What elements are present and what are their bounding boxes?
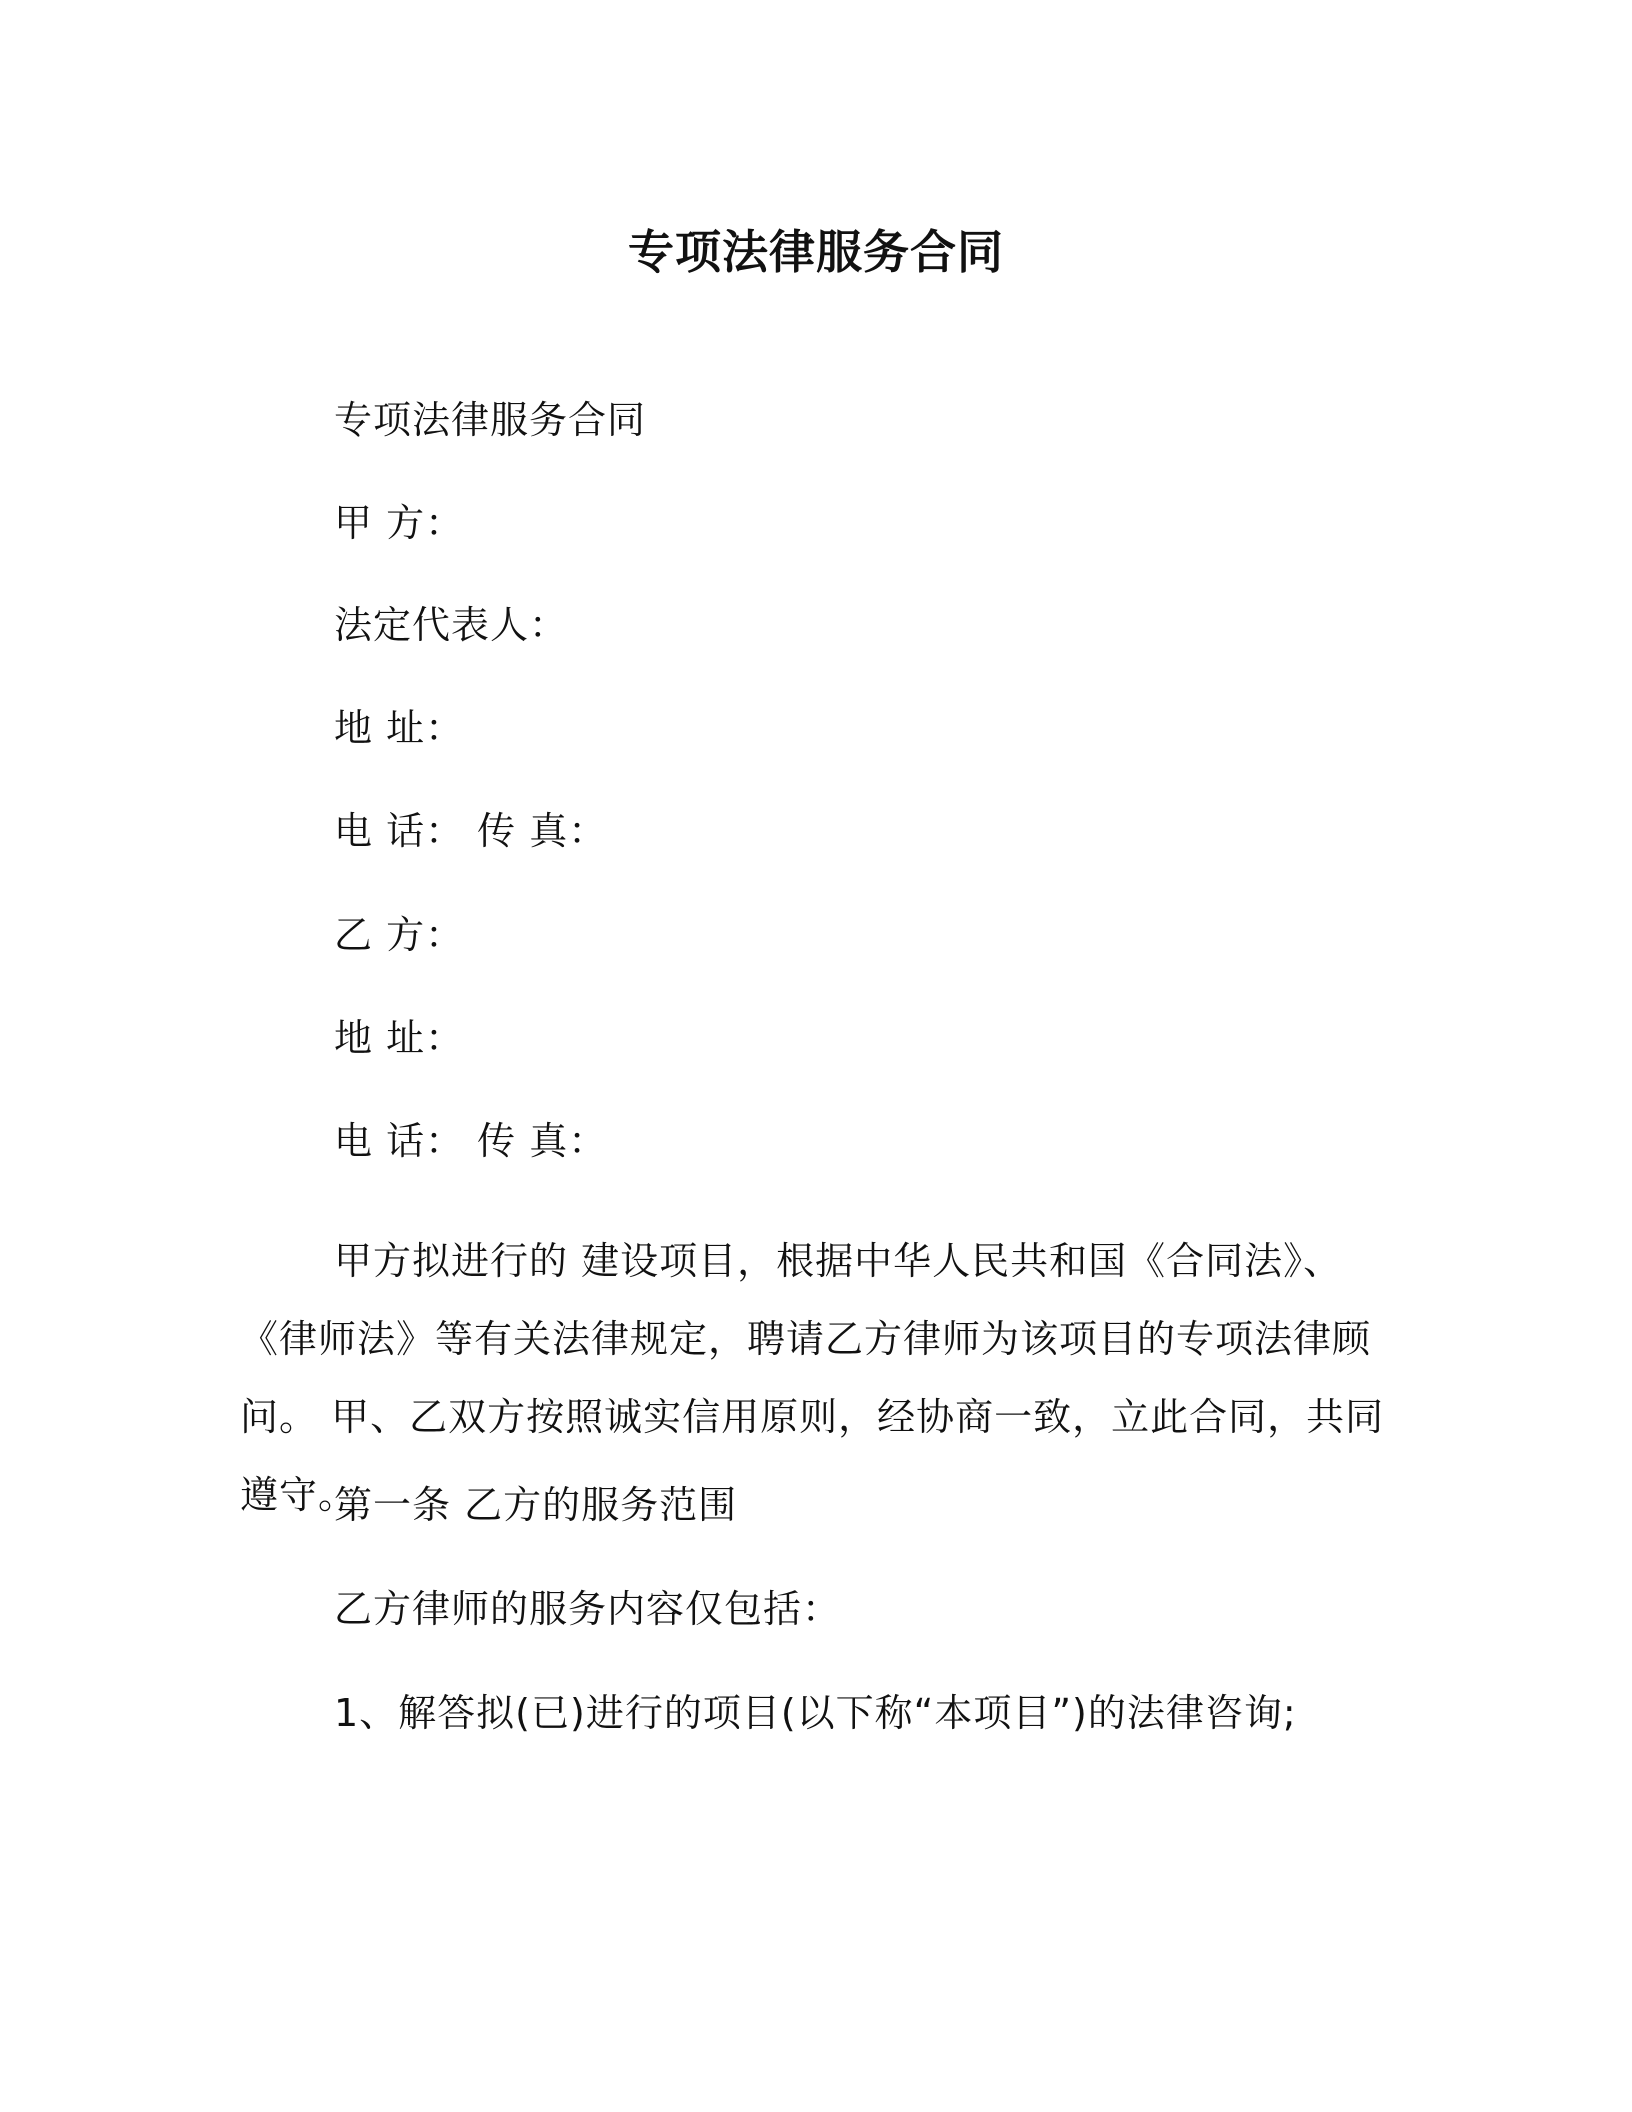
party-a-address-line: 地 址： [334, 706, 465, 750]
article-1-heading: 第一条 乙方的服务范围 [334, 1483, 738, 1527]
document-title: 专项法律服务合同 [628, 225, 1004, 279]
party-b-address-line: 地 址： [334, 1016, 465, 1060]
party-a-line: 甲 方： [334, 501, 465, 545]
party-a-phone-fax-line: 电 话： 传 真： [334, 809, 608, 853]
article-1-item-1: 1、解答拟(已)进行的项目(以下称“本项目”)的法律咨询; [334, 1691, 1297, 1735]
party-b-phone-fax-line: 电 话： 传 真： [334, 1119, 608, 1163]
intro-paragraph: 甲方拟进行的 建设项目，根据中华人民共和国《合同法》、《律师法》等有关法律规定，聘请乙方律师为该项目的专项法律顾问。 甲、乙双方按照诚实信用原则，经协商一致，立此合同，共同遵守。 [240, 1239, 1385, 1517]
article-1-intro: 乙方律师的服务内容仅包括： [334, 1587, 842, 1631]
subtitle-line: 专项法律服务合同 [334, 398, 647, 442]
legal-representative-line: 法定代表人： [334, 603, 569, 647]
party-b-line: 乙 方： [334, 913, 465, 957]
